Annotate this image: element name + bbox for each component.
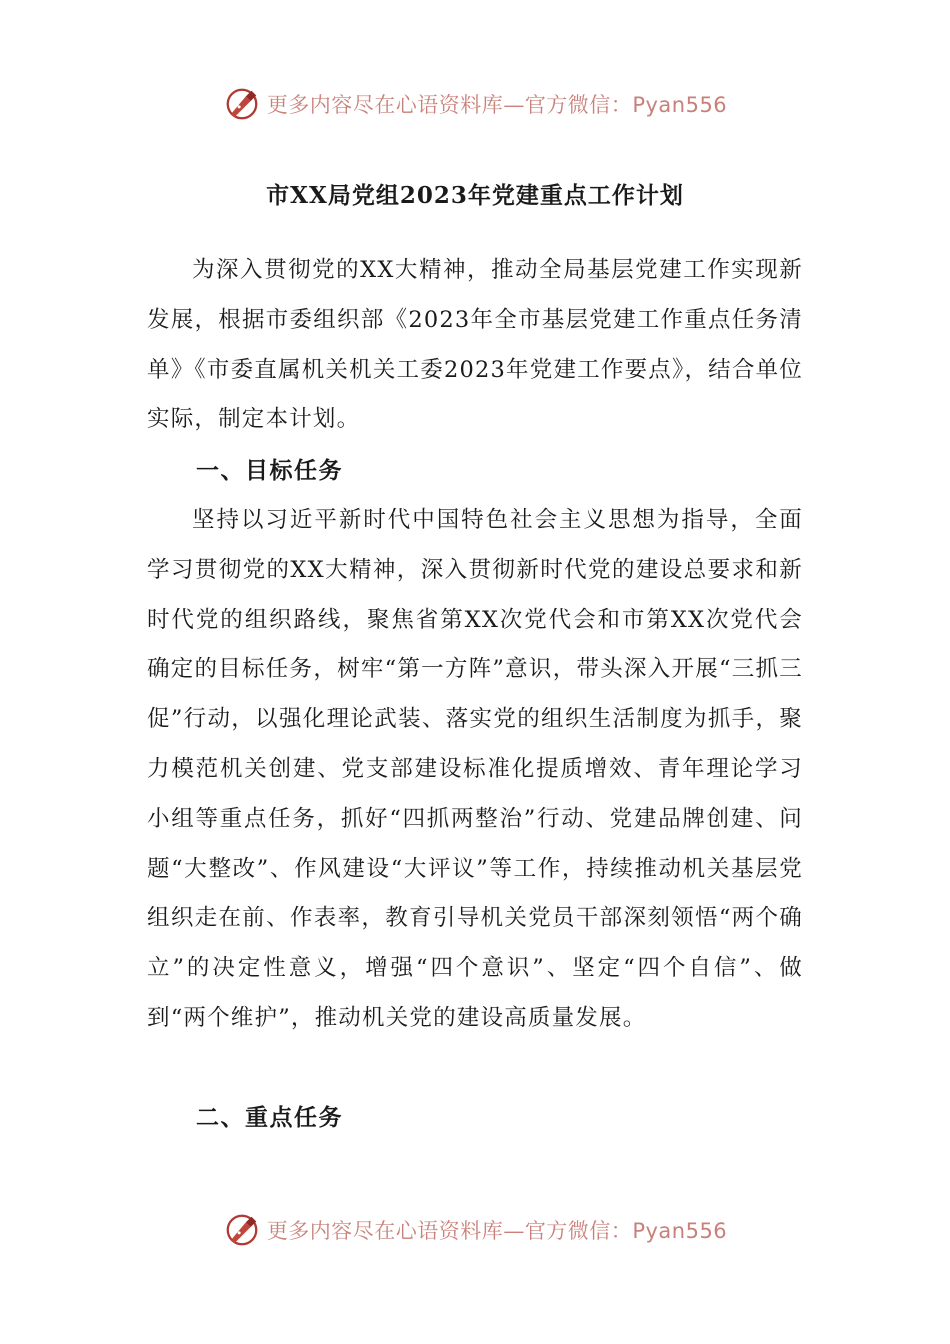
pen-nib-logo-icon	[223, 85, 261, 123]
watermark-content	[223, 1211, 727, 1249]
document-title: 市XX局党组2023年党建重点工作计划	[266, 182, 684, 209]
section-body-goals: 坚持以习近平新时代中国特色社会主义思想为指导，全面学习贯彻党的XX大精神，深入贯彻新时代党的建设总要求和新时代党的组织路线，聚焦省第XX次党代会和市第XX次党代会确定的目标任务，树牢“第一方阵”意识，带头深入开展“三抓三促”行动，以强化理论武装、落实党的组织生活制度为抓手，聚力模范机关创建、党支部建设标准化提质增效、青年理论学习小组等重点任务，抓好“四抓两整治”行动、党建品牌创建、问题“大整改”、作风建设“大评议”等工作，持续推动机关基层党组织走在前、作表率，教育引导机关党员干部深刻领悟“两个确立”的决定性意义，增强“四个意识”、坚定“四个自信”、做到“两个维护”，推动机关党的建设高质量发展。	[147, 507, 803, 1031]
section-heading-key-tasks: 二、重点任务	[196, 1104, 343, 1131]
section-heading-goals: 一、目标任务	[196, 457, 343, 484]
watermark-content	[223, 85, 727, 123]
watermark-text: 更多内容尽在心语资料库—官方微信：Pyan556	[266, 93, 728, 117]
pen-nib-logo-icon	[223, 1211, 261, 1249]
watermark-footer	[0, 1208, 950, 1252]
intro-paragraph: 为深入贯彻党的XX大精神，推动全局基层党建工作实现新发展，根据市委组织部《2023年全市基层党建工作重点任务清单》《市委直属机关机关工委2023年党建工作要点》，结合单位实际，制定本计划。	[147, 257, 803, 433]
watermark-text: 更多内容尽在心语资料库—官方微信：Pyan556	[266, 1219, 728, 1243]
watermark-header	[0, 82, 950, 126]
